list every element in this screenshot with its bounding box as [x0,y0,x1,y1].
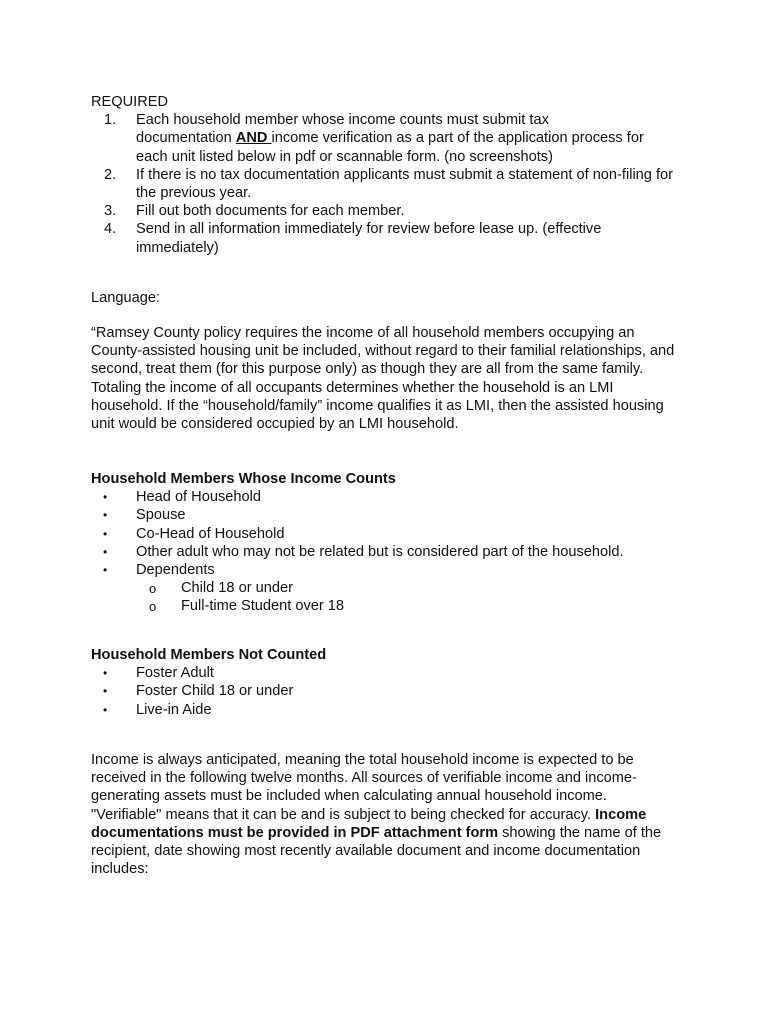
bullet-icon: • [103,563,108,578]
required-item-4-text: Send in all information immediately for review before lease up. (effective immediately) [136,221,602,256]
list-number: 4. [104,221,117,238]
required-item-2 [91,166,691,202]
counted-item [91,506,691,524]
counted-sub-item [91,597,691,615]
required-item-1-line-2 [136,129,691,147]
and-emphasis: AND [235,130,272,147]
not-counted-heading: Household Members Not Counted [91,647,327,663]
income-text-run: showing the name of the recipient, date showing most recently available document and income documentation includes: [91,824,662,878]
list-number: 1. [104,112,117,129]
counted-item-label: Spouse [136,507,186,524]
bullet-icon: • [103,490,108,505]
income-paragraph [91,751,671,878]
bullet-icon: • [103,702,108,717]
income-text-run: Income is always anticipated, meaning the total household income is expected to be received in the following twelve months. All sources of verifiable income and income-generating assets must be included when calculating annual household income. "Verifiable" means that it can be and is subject to being checked for accuracy. [91,752,637,823]
bullet-icon: • [103,666,108,681]
required-item-3 [91,202,691,220]
counted-section [91,470,691,616]
text-run: documentation [136,130,236,147]
circle-bullet-icon: o [149,599,157,615]
counted-item [91,525,691,543]
not-counted-item-label: Foster Adult [136,665,214,682]
not-counted-item [91,701,691,719]
not-counted-item [91,682,691,700]
not-counted-item [91,664,691,682]
language-quote [91,324,683,433]
bullet-icon: • [103,526,108,541]
counted-item [91,543,736,561]
counted-sub-item [91,579,691,597]
not-counted-item-label: Foster Child 18 or under [136,683,294,700]
counted-heading: Household Members Whose Income Counts [91,471,396,487]
income-bold-text: Income documentations must be provided in PDF attachment form [91,806,647,841]
bullet-icon: • [103,544,108,559]
required-section [91,93,691,257]
list-number: 2. [104,166,117,183]
counted-item-label: Other adult who may not be related but is considered part of the household. [136,543,624,560]
language-section [91,289,691,307]
counted-item [91,488,691,506]
list-number: 3. [104,203,117,220]
required-item-3-text: Fill out both documents for each member. [136,203,405,220]
counted-item-label: Dependents [136,562,215,579]
counted-sub-item-label: Child 18 or under [181,580,293,597]
income-section [91,751,671,878]
not-counted-section [91,646,691,719]
bullet-icon: • [103,508,108,523]
counted-sub-item-label: Full-time Student over 18 [181,598,345,615]
required-item-4 [91,220,691,256]
text-run: income verification as a part of the application process for [271,130,644,147]
counted-item [91,561,691,579]
required-item-1 [91,111,691,166]
counted-item-label: Co-Head of Household [136,525,285,542]
bullet-icon: • [103,684,108,699]
required-item-1-line-3: each unit listed below in pdf or scannable form. (no screenshots) [136,148,553,165]
required-item-2-text: If there is no tax documentation applicants must submit a statement of non-filing for the previous year. [136,166,674,202]
counted-item-label: Head of Household [136,489,261,506]
language-quote-text: “Ramsey County policy requires the income of all household members occupying an County-assisted housing unit be included, without regard to their familial relationships, and second, treat them (for this purpose only) as though they are all from the same family. Totaling the income of all occupants determines whether the household is an LMI household. If the “household/family” income qualifies it as LMI, then the assisted housing unit would be considered occupied by an LMI household. [91,325,675,433]
language-label: Language: [91,290,160,306]
required-heading: REQUIRED [91,94,169,110]
not-counted-item-label: Live-in Aide [136,701,212,718]
required-item-1-line-1: Each household member whose income counts must submit tax [136,112,549,129]
circle-bullet-icon: o [149,581,157,597]
